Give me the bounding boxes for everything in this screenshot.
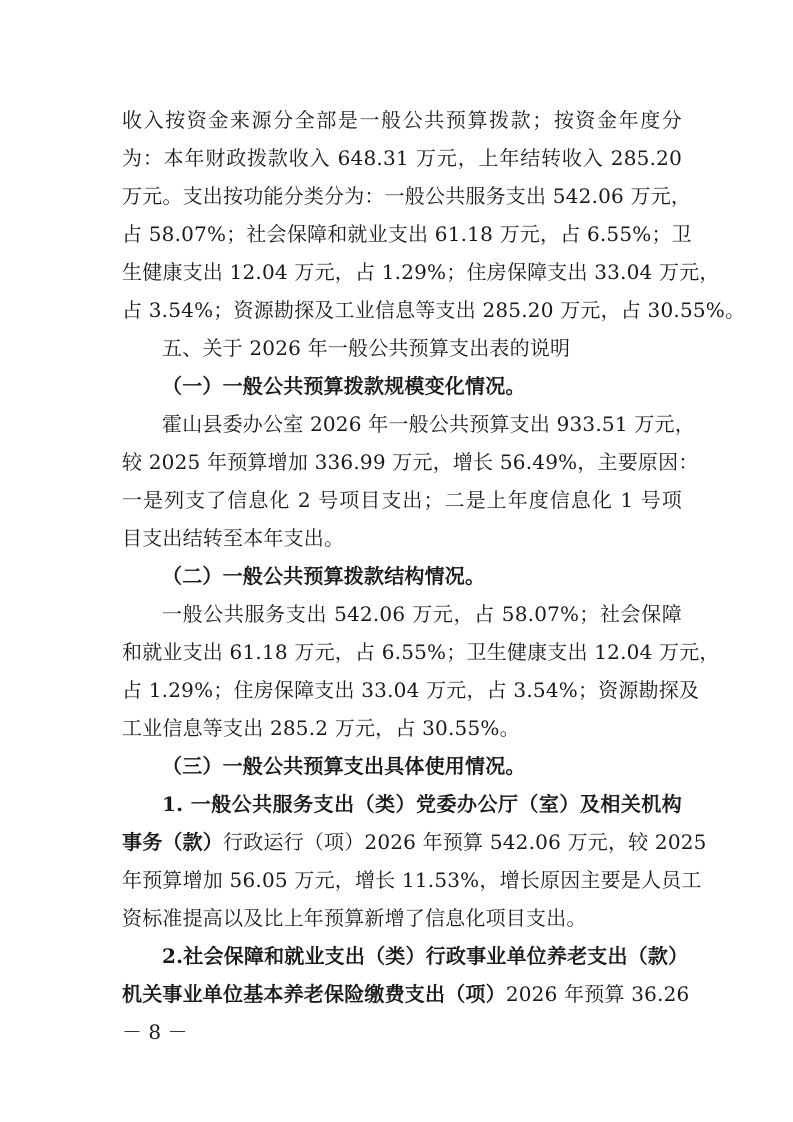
item-heading-tail: 机关事业单位基本养老保险缴费支出（项） [122,982,506,1006]
body-text-span: 2026 年预算 36.26 [505,982,690,1006]
body-text-line: 年预算增加 56.05 万元，增长 11.53%，增长原因主要是人员工 [122,868,702,892]
item-heading-tail: 事务（款） [122,830,223,854]
body-text-line: 生健康支出 12.04 万元，占 1.29%；住房保障支出 33.04 万元， [122,260,720,284]
page-number: － 8 － [122,1020,188,1044]
subsection-heading: （三）一般公共预算支出具体使用情况。 [162,754,526,778]
body-text-line: 目支出结转至本年支出。 [122,526,345,550]
body-text-line: 占 1.29%；住房保障支出 33.04 万元，占 3.54%；资源勘探及 [122,678,700,702]
item-heading: 2.社会保障和就业支出（类）行政事业单位养老支出（款） [162,944,689,968]
item-heading-continued [122,829,707,855]
body-text-line: 占 3.54%；资源勘探及工业信息等支出 285.20 万元，占 30.55%。 [122,298,746,322]
body-text-span: 行政运行（项）2026 年预算 542.06 万元，较 2025 [223,830,707,854]
body-text-line: 收入按资金来源分全部是一般公共预算拨款；按资金年度分 [122,108,682,132]
body-text-line: 一是列支了信息化 2 号项目支出；二是上年度信息化 1 号项 [122,488,682,512]
subsection-heading: （一）一般公共预算拨款规模变化情况。 [162,374,526,398]
body-text-line: 万元。支出按功能分类分为：一般公共服务支出 542.06 万元， [122,184,692,208]
section-heading: 五、关于 2026 年一般公共预算支出表的说明 [162,336,571,360]
body-text-line: 一般公共服务支出 542.06 万元，占 58.07%；社会保障 [162,602,682,626]
body-text-line: 工业信息等支出 285.2 万元，占 30.55%。 [122,716,520,740]
body-text-line: 霍山县委办公室 2026 年一般公共预算支出 933.51 万元， [162,412,695,436]
body-text-line: 占 58.07%；社会保障和就业支出 61.18 万元，占 6.55%；卫 [122,222,692,246]
subsection-heading: （二）一般公共预算拨款结构情况。 [162,564,486,588]
body-text-line: 资标准提高以及比上年预算新增了信息化项目支出。 [122,906,587,930]
body-text-line: 和就业支出 61.18 万元，占 6.55%；卫生健康支出 12.04 万元， [122,640,720,664]
body-text-line: 为：本年财政拨款收入 648.31 万元，上年结转收入 285.20 [122,146,682,170]
body-text-line: 较 2025 年预算增加 336.99 万元，增长 56.49%，主要原因： [122,450,699,474]
item-heading: 1. 一般公共服务支出（类）党委办公厅（室）及相关机构 [162,792,682,816]
item-heading-continued [122,981,690,1007]
